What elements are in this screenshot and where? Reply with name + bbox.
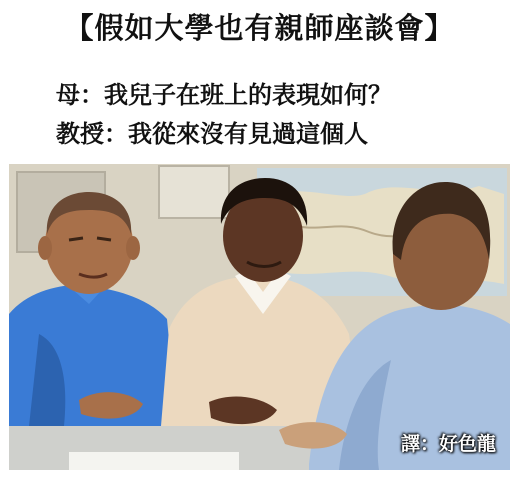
translator-credit: 譯：好色龍 [400, 433, 496, 455]
left-man-ear-left [38, 236, 52, 260]
meeting-photo [9, 164, 510, 470]
meeting-photo-illustration [9, 164, 510, 470]
mother-dialogue-line: 母：我兒子在班上的表現如何？ [56, 81, 392, 109]
professor-dialogue-line: 教授：我從來沒有見過這個人 [56, 120, 368, 148]
left-man-ear-right [126, 236, 140, 260]
papers [69, 452, 239, 470]
meme-title: 【假如大學也有親師座談會】 [64, 11, 455, 45]
wall-poster-center [159, 166, 229, 218]
